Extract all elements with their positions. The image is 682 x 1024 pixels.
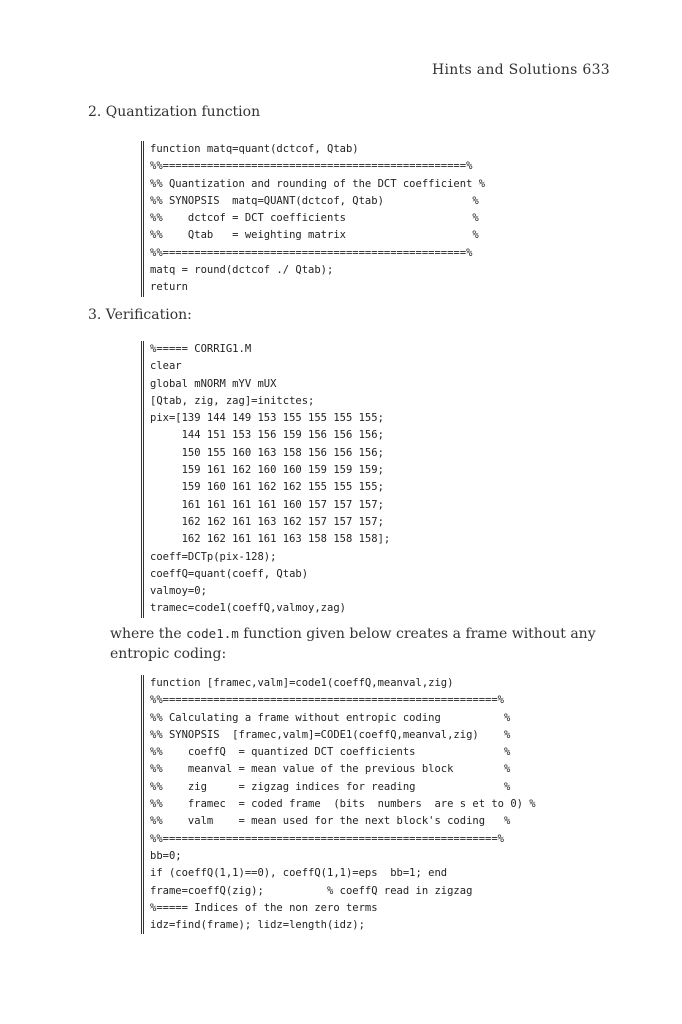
code-line: %===== CORRIG1.M <box>150 343 252 355</box>
code-line: %===== Indices of the non zero terms <box>150 901 378 914</box>
code-line: valmoy=0; <box>150 585 207 598</box>
code-line: %%================================================% <box>150 160 473 173</box>
code-line: idz=find(frame); lidz=length(idz); <box>150 919 365 932</box>
code-line: if (coeffQ(1,1)==0), coeffQ(1,1)=eps bb=1; end <box>150 867 448 880</box>
code-line: %% framec = coded frame (bits numbers are s et to 0) % <box>150 798 536 811</box>
code-line: %% SYNOPSIS matq=QUANT(dctcof, Qtab) % <box>150 194 479 207</box>
code-line: %%================================================% <box>150 246 473 259</box>
code-line: frame=coeffQ(zig); % coeffQ read in zigzag <box>150 884 473 897</box>
inline-code-code1: code1.m <box>186 626 239 641</box>
code-line: %% Qtab = weighting matrix % <box>150 229 479 242</box>
section-3-title: 3. Verification: <box>88 307 192 323</box>
paragraph-text-before: where the <box>110 626 187 642</box>
section-2-title: 2. Quantization function <box>88 104 261 120</box>
code-line: 159 161 162 160 160 159 159 159; <box>150 464 384 477</box>
code-line: return <box>150 281 188 294</box>
code-line: %% zig = zigzag indices for reading % <box>150 780 511 793</box>
code-line: [Qtab, zig, zag]=initctes; <box>150 394 315 407</box>
code-line: coeff=DCTp(pix-128); <box>150 550 277 563</box>
code-line: %%=====================================================% <box>150 694 505 707</box>
code-line: coeffQ=quant(coeff, Qtab) <box>150 567 309 580</box>
code-line: %% valm = mean used for the next block's coding % <box>150 815 511 828</box>
page-header: Hints and Solutions 633 <box>431 62 610 78</box>
code-line: pix=[139 144 149 153 155 155 155 155; <box>150 412 384 425</box>
code-line: matq = round(dctcof ./ Qtab); <box>150 264 334 277</box>
code-block-quant <box>141 141 485 297</box>
code-line: %% dctcof = DCT coefficients % <box>150 212 479 225</box>
code-line: 161 161 161 161 160 157 157 157; <box>150 498 384 511</box>
code-line: %% Calculating a frame without entropic coding % <box>150 711 511 724</box>
code-line: bb=0; <box>150 849 182 862</box>
code-line: tramec=code1(coeffQ,valmoy,zag) <box>150 602 346 615</box>
code-line: function [framec,valm]=code1(coeffQ,meanval,zig) <box>150 677 454 689</box>
code-line: function matq=quant(dctcof, Qtab) <box>150 143 359 155</box>
code-line: %% SYNOPSIS [framec,valm]=CODE1(coeffQ,meanval,zig) % <box>150 728 511 741</box>
explanation-paragraph <box>110 624 610 664</box>
code-line: 159 160 161 162 162 155 155 155; <box>150 481 384 494</box>
paragraph-text-after: function given below creates a frame without any entropic coding: <box>110 626 596 662</box>
code-line: %% Quantization and rounding of the DCT coefficient % <box>150 177 486 190</box>
code-line: 144 151 153 156 159 156 156 156; <box>150 429 384 442</box>
code-line: 162 162 161 161 163 158 158 158]; <box>150 533 391 546</box>
code-line: %% coeffQ = quantized DCT coefficients % <box>150 746 511 759</box>
code-line: %% meanval = mean value of the previous block % <box>150 763 511 776</box>
code-line: 162 162 161 163 162 157 157 157; <box>150 515 384 528</box>
code-block-verification <box>141 341 390 618</box>
code-line: global mNORM mYV mUX <box>150 377 277 390</box>
code-line: clear <box>150 360 182 373</box>
code-line: 150 155 160 163 158 156 156 156; <box>150 446 384 459</box>
code-block-code1 <box>141 675 536 934</box>
code-line: %%=====================================================% <box>150 832 505 845</box>
